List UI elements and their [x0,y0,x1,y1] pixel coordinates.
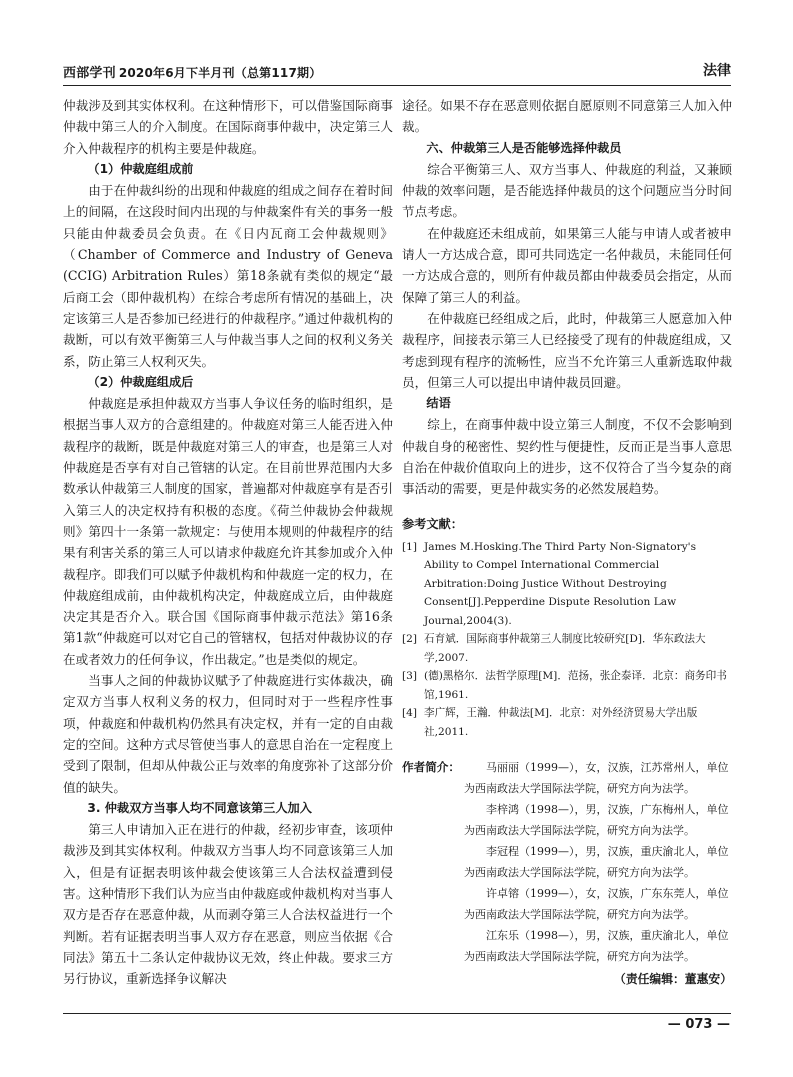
section-label: 法律 [703,63,731,79]
reference-text: 李广辉，王瀚．仲裁法[M]．北京：对外经济贸易大学出版社,2011. [424,707,698,738]
reference-item [402,667,732,704]
author-bio: 李梓鸿（1998—），男，汉族，广东梅州人，单位为西南政法大学国际法学院，研究方向为法学。 [464,803,729,838]
paragraph: 当事人之间的仲裁协议赋予了仲裁庭进行实体裁决，确定双方当事人权利义务的权力，但同时对于一些程序性事项，仲裁庭和仲裁机构仍然具有决定权，并有一定的自由裁定的空间。这种方式尽管使当事人的意思自治在一定程度上受到了限制，但却从仲裁公正与效率的角度弥补了这部分价值的缺失。 [63,673,393,795]
right-column [402,95,732,991]
paragraph: 仲裁涉及到其实体权利。在这种情形下，可以借鉴国际商事仲裁中第三人的介入制度。在国际商事仲裁中，决定第三人介入仲裁程序的机构主要是仲裁庭。 [63,98,393,156]
page-header [63,60,731,82]
paragraph: 综上，在商事仲裁中设立第三人制度，不仅不会影响到仲裁自身的秘密性、契约性与便捷性，反而正是当事人意思自治在仲裁价值取向上的进步，这不仅符合了当今复杂的商事活动的需要，更是仲裁实务的必然发展趋势。 [402,417,732,497]
section-heading: 3. 仲裁双方当事人均不同意该第三人加入 [87,800,312,815]
references-title: 参考文献： [402,516,463,531]
paragraph: 途径。如果不存在恶意则依据自愿原则不同意第三人加入仲裁。 [402,98,732,135]
section-heading: 六、仲裁第三人是否能够选择仲裁员 [426,140,622,155]
section-heading: （2）仲裁庭组成后 [87,374,194,389]
author-label: 作者简介： [402,760,460,775]
left-column [63,95,393,989]
reference-item [402,704,732,741]
section-heading: （1）仲裁庭组成前 [87,161,194,176]
references-list [402,538,732,742]
journal-name: 西部学刊 [63,66,116,81]
header-rule [63,85,731,86]
reference-text: James M.Hosking.The Third Party Non-Signatory's Ability to Compel International Commercial Arbitration:Doing Justice Without Destroying Consent[J].Pepperdine Dispute Resolution Law Journal,2004(3). [424,540,697,627]
responsible-editor: （责任编辑：董惠安） [614,972,732,987]
header-journal-info [63,62,321,81]
reference-item [402,538,732,631]
reference-text: 石育斌．国际商事仲裁第三人制度比较研究[D]．华东政法大学,2007. [424,633,706,664]
author-bio: 李冠程（1999—），男，汉族，重庆渝北人，单位为西南政法大学国际法学院，研究方向为法学。 [464,845,729,880]
author-bios [464,757,732,967]
paragraph: 由于在仲裁纠纷的出现和仲裁庭的组成之间存在着时间上的间隔，在这段时间内出现的与仲裁案件有关的事务一般只能由仲裁委员会负责。在《日内瓦商工会仲裁规则》（Chamber of Commerce and Industry of Geneva (CCIG) Arbitration Rules）第18条就有类似的规定“最后商工会（即仲裁机构）在综合考虑所有情况的基础上，决定该第三人是否参加已经进行的仲裁程序。”通过仲裁机构的裁断，可以有效平衡第三人与仲裁当事人之间的权利义务关系，防止第三人权利灭失。 [63,183,393,369]
author-info [402,757,732,967]
reference-number: [3] [402,670,418,683]
footer-rule [63,1013,731,1014]
reference-number: [2] [402,633,418,646]
author-bio: 许卓镕（1999—），女，汉族，广东东莞人，单位为西南政法大学国际法学院，研究方向为法学。 [464,887,729,922]
reference-number: [4] [402,707,418,720]
paragraph: 仲裁庭是承担仲裁双方当事人争议任务的临时组织，是根据当事人双方的合意组建的。仲裁庭对第三人能否进入仲裁程序的裁断，既是仲裁庭对第三人的审查，也是第三人对仲裁庭是否享有对自己管辖的认定。在目前世界范围内大多数承认仲裁第三人制度的国家，普遍都对仲裁庭享有是否引入第三人的决定权持有积极的态度。《荷兰仲裁协会仲裁规则》第四十一条第一款规定：与使用本规则的仲裁程序的结果有利害关系的第三人可以请求仲裁庭允许其参加或介入仲裁程序。即我们可以赋予仲裁机构和仲裁庭一定的权力，在仲裁庭组成前，由仲裁机构决定，仲裁庭成立后，由仲裁庭决定其是否介入。联合国《国际商事仲裁示范法》第16条第1款“仲裁庭可以对它自己的管辖权，包括对仲裁协议的存在或者效力的任何争议，作出裁定。”也是类似的规定。 [63,396,393,667]
page-number: — 073 — [667,1017,730,1032]
paragraph: 第三人申请加入正在进行的仲裁，经初步审查，该项仲裁涉及到其实体权利。仲裁双方当事人均不同意该第三人加入，但是有证据表明该仲裁会使该第三人合法权益遭到侵害。这种情形下我们认为应当由仲裁庭或仲裁机构对当事人双方是否存在恶意仲裁，从而剥夺第三人合法权益进行一个判断。若有证据表明当事人双方存在恶意，则应当依据《合同法》第五十二条认定仲裁协议无效，终止仲裁。要求三方另行协议，重新选择争议解决 [63,822,393,987]
author-bio: 江东乐（1998—），男，汉族，重庆渝北人，单位为西南政法大学国际法学院，研究方向为法学。 [464,929,729,964]
author-bio: 马丽丽（1999—），女，汉族，江苏常州人，单位为西南政法大学国际法学院，研究方向为法学。 [464,761,729,796]
reference-item [402,630,732,667]
issue-info: 2020年6月下半月刊（总第117期） [118,66,322,80]
paragraph: 在仲裁庭还未组成前，如果第三人能与申请人或者被申请人一方达成合意，即可共同选定一名仲裁员，未能同任何一方达成合意的，则所有仲裁员都由仲裁委员会指定，从而保障了第三人的利益。 [402,225,732,305]
reference-number: [1] [402,540,418,553]
reference-text: (德)黑格尔．法哲学原理[M]．范扬，张企泰译．北京：商务印书馆,1961. [424,670,727,701]
section-heading: 结语 [426,396,451,411]
right-column-body [402,95,732,500]
paragraph: 综合平衡第三人、双方当事人、仲裁庭的利益，又兼顾仲裁的效率问题，是否能选择仲裁员的这个问题应当分时间节点考虑。 [402,161,732,220]
paragraph: 在仲裁庭已经组成之后，此时，仲裁第三人愿意加入仲裁程序，间接表示第三人已经接受了现有的仲裁庭组成，又考虑到现有程序的流畅性，应当不允许第三人重新选取仲裁员，但第三人可以提出申请仲裁员回避。 [402,310,732,390]
